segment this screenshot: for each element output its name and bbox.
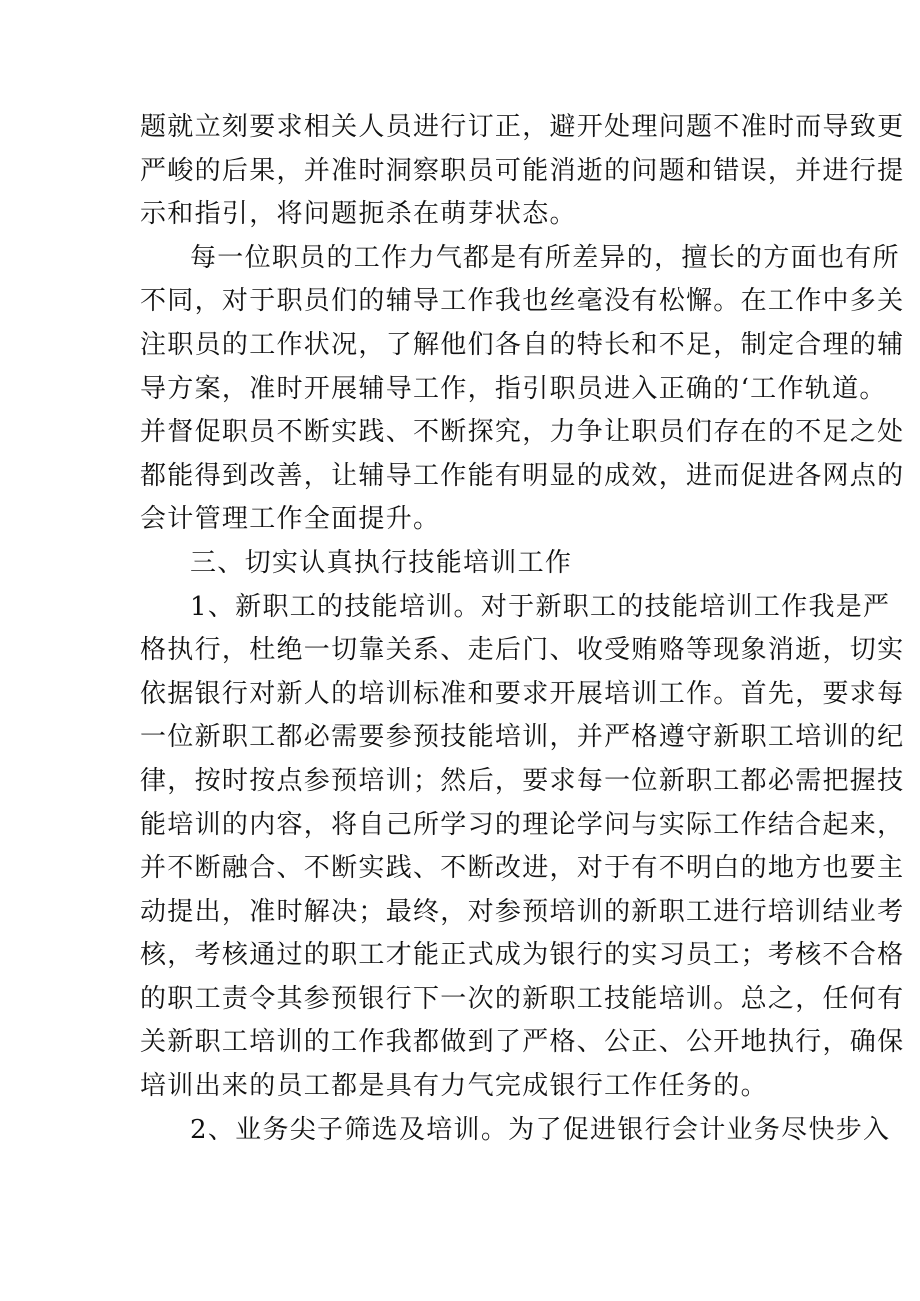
- text-line: 动提出，准时解决；最终，对参预培训的新职工进行培训结业考: [140, 896, 905, 927]
- paragraph-start-line: 1、新职工的技能培训。对于新职工的技能培训工作我是严: [190, 591, 891, 622]
- text-line: 导方案，准时开展辅导工作，指引职员进入正确的‘工作轨道。: [140, 373, 887, 404]
- text-line: 的职工责令其参预银行下一次的新职工技能培训。总之，任何有: [140, 983, 905, 1014]
- text-line: 示和指引，将问题扼杀在萌芽状态。: [140, 199, 577, 230]
- text-line: 注职员的工作状况，了解他们各自的特长和不足，制定合理的辅: [140, 329, 905, 360]
- text-line: 并不断融合、不断实践、不断改进，对于有不明白的地方也要主: [140, 853, 905, 884]
- text-line: 会计管理工作全面提升。: [140, 504, 441, 535]
- text-line: 培训出来的员工都是具有力气完成银行工作任务的。: [140, 1071, 768, 1102]
- text-line: 格执行，杜绝一切靠关系、走后门、收受贿赂等现象消逝，切实: [140, 635, 905, 666]
- paragraph-start-line: 每一位职员的工作力气都是有所差异的，擅长的方面也有所: [190, 242, 900, 273]
- text-line: 能培训的内容，将自己所学习的理论学问与实际工作结合起来，: [140, 809, 905, 840]
- text-line: 题就立刻要求相关人员进行订正，避开处理问题不准时而导致更: [140, 112, 905, 142]
- text-line: 严峻的后果，并准时洞察职员可能消逝的问题和错误，并进行提: [140, 155, 905, 186]
- text-line: 一位新职工都必需要参预技能培训，并严格遵守新职工培训的纪: [140, 722, 905, 753]
- paragraph-start-line: 2、业务尖子筛选及培训。为了促进银行会计业务尽快步入: [190, 1114, 891, 1145]
- text-line: 关新职工培训的工作我都做到了严格、公正、公开地执行，确保: [140, 1027, 905, 1058]
- text-line: 不同，对于职员们的辅导工作我也丝毫没有松懈。在工作中多关: [140, 286, 905, 317]
- text-line: 核，考核通过的职工才能正式成为银行的实习员工；考核不合格: [140, 940, 905, 971]
- text-line: 依据银行对新人的培训标准和要求开展培训工作。首先，要求每: [140, 678, 905, 709]
- text-line: 律，按时按点参预培训；然后，要求每一位新职工都必需把握技: [140, 765, 905, 796]
- body-text: [140, 106, 905, 1152]
- text-line: 都能得到改善，让辅导工作能有明显的成效，进而促进各网点的: [140, 460, 905, 491]
- section-heading: 三、切实认真执行技能培训工作: [190, 547, 573, 578]
- text-line: 并督促职员不断实践、不断探究，力争让职员们存在的不足之处: [140, 417, 905, 448]
